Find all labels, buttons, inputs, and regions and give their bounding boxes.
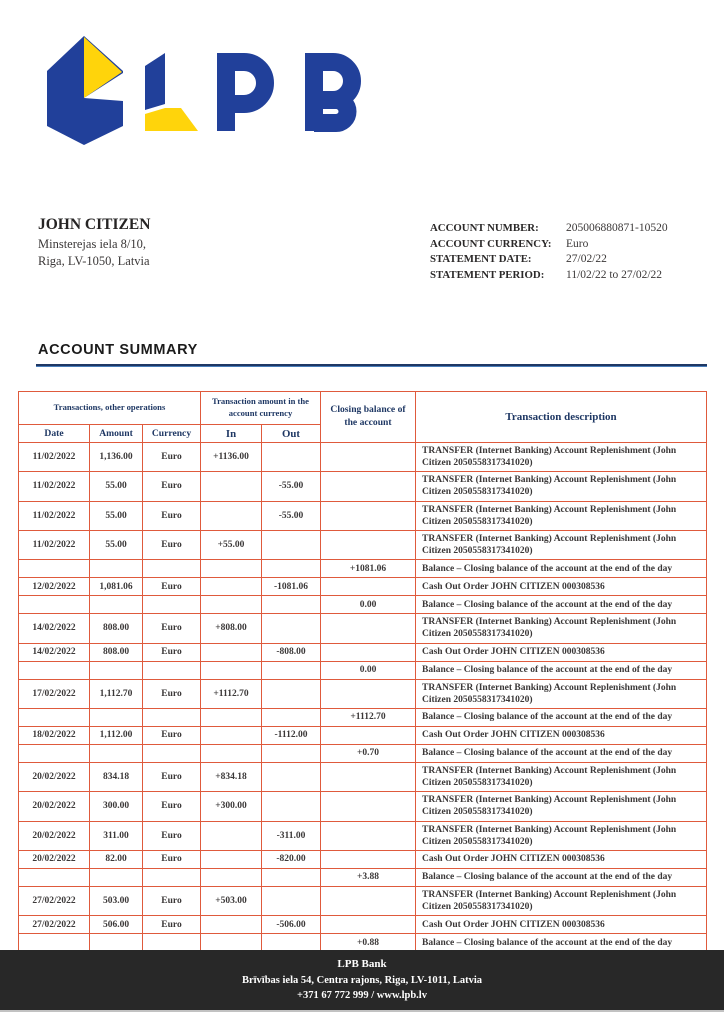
transaction-row xyxy=(19,643,707,661)
transaction-row xyxy=(19,614,707,643)
cell-out: -55.00 xyxy=(262,501,321,530)
cell-out xyxy=(262,679,321,708)
cell-desc: Balance – Closing balance of the account at the end of the day xyxy=(416,560,707,578)
account-number-value: 205006880871-10520 xyxy=(566,222,668,234)
cell-date: 14/02/2022 xyxy=(19,643,90,661)
cell-currency xyxy=(143,934,201,952)
cell-closing xyxy=(321,762,416,791)
cell-amount xyxy=(90,934,143,952)
cell-date: 12/02/2022 xyxy=(19,578,90,596)
cell-out: -1081.06 xyxy=(262,578,321,596)
cell-currency: Euro xyxy=(143,578,201,596)
cell-currency xyxy=(143,661,201,679)
cell-amount: 1,081.06 xyxy=(90,578,143,596)
transaction-row xyxy=(19,530,707,559)
cell-currency: Euro xyxy=(143,443,201,472)
cell-date xyxy=(19,708,90,726)
cell-in: +300.00 xyxy=(201,792,262,821)
cell-out xyxy=(262,744,321,762)
transaction-row xyxy=(19,472,707,501)
cell-currency: Euro xyxy=(143,530,201,559)
cell-closing: +1081.06 xyxy=(321,560,416,578)
cell-date: 20/02/2022 xyxy=(19,792,90,821)
cell-in xyxy=(201,850,262,868)
cell-currency xyxy=(143,708,201,726)
customer-address-line2: Riga, LV-1050, Latvia xyxy=(38,253,150,268)
footer-edge-line xyxy=(0,1010,724,1012)
cell-in: +808.00 xyxy=(201,614,262,643)
cell-amount: 808.00 xyxy=(90,614,143,643)
lpb-hexagon-icon xyxy=(47,36,123,145)
transaction-row xyxy=(19,679,707,708)
cell-desc: TRANSFER (Internet Banking) Account Replenishment (John Citizen 2050558317341020) xyxy=(416,472,707,501)
cell-amount xyxy=(90,744,143,762)
cell-in xyxy=(201,501,262,530)
cell-closing xyxy=(321,792,416,821)
cell-out: -506.00 xyxy=(262,916,321,934)
cell-date: 18/02/2022 xyxy=(19,726,90,744)
cell-in xyxy=(201,934,262,952)
cell-date xyxy=(19,560,90,578)
cell-out xyxy=(262,708,321,726)
cell-currency: Euro xyxy=(143,679,201,708)
cell-desc: Cash Out Order JOHN CITIZEN 000308536 xyxy=(416,578,707,596)
cell-closing: +1112.70 xyxy=(321,708,416,726)
cell-in: +55.00 xyxy=(201,530,262,559)
cell-closing: 0.00 xyxy=(321,661,416,679)
lpb-letters xyxy=(145,53,352,131)
footer-bank-name: LPB Bank xyxy=(337,958,387,970)
transaction-row xyxy=(19,821,707,850)
header-amount: Amount xyxy=(90,425,143,443)
cell-currency: Euro xyxy=(143,614,201,643)
header-currency: Currency xyxy=(143,425,201,443)
cell-out xyxy=(262,868,321,886)
cell-out xyxy=(262,934,321,952)
cell-out xyxy=(262,596,321,614)
cell-closing: +0.88 xyxy=(321,934,416,952)
cell-out xyxy=(262,443,321,472)
cell-date: 27/02/2022 xyxy=(19,886,90,915)
cell-out: -808.00 xyxy=(262,643,321,661)
cell-closing xyxy=(321,821,416,850)
cell-out xyxy=(262,792,321,821)
transaction-row xyxy=(19,443,707,472)
cell-closing: +0.70 xyxy=(321,744,416,762)
transaction-row xyxy=(19,886,707,915)
cell-amount: 1,136.00 xyxy=(90,443,143,472)
transaction-row xyxy=(19,762,707,791)
cell-currency: Euro xyxy=(143,643,201,661)
cell-date xyxy=(19,661,90,679)
cell-date: 20/02/2022 xyxy=(19,850,90,868)
cell-closing xyxy=(321,679,416,708)
account-number-label: ACCOUNT NUMBER: xyxy=(430,222,539,234)
transaction-row xyxy=(19,578,707,596)
cell-desc: Balance – Closing balance of the account at the end of the day xyxy=(416,596,707,614)
footer-bar xyxy=(0,950,724,1010)
customer-block xyxy=(38,216,150,269)
cell-closing xyxy=(321,443,416,472)
cell-amount xyxy=(90,661,143,679)
cell-desc: TRANSFER (Internet Banking) Account Replenishment (John Citizen 2050558317341020) xyxy=(416,443,707,472)
cell-currency: Euro xyxy=(143,762,201,791)
cell-closing xyxy=(321,501,416,530)
header-in: In xyxy=(201,425,262,443)
cell-currency xyxy=(143,744,201,762)
cell-closing xyxy=(321,850,416,868)
cell-currency: Euro xyxy=(143,472,201,501)
cell-in: +503.00 xyxy=(201,886,262,915)
cell-out: -311.00 xyxy=(262,821,321,850)
lpb-logo xyxy=(47,36,377,148)
cell-desc: Cash Out Order JOHN CITIZEN 000308536 xyxy=(416,916,707,934)
cell-amount: 300.00 xyxy=(90,792,143,821)
cell-in: +834.18 xyxy=(201,762,262,791)
cell-desc: TRANSFER (Internet Banking) Account Replenishment (John Citizen 2050558317341020) xyxy=(416,614,707,643)
cell-date: 11/02/2022 xyxy=(19,472,90,501)
cell-date xyxy=(19,744,90,762)
cell-closing xyxy=(321,614,416,643)
cell-amount xyxy=(90,560,143,578)
cell-date xyxy=(19,934,90,952)
transaction-row xyxy=(19,726,707,744)
cell-currency: Euro xyxy=(143,501,201,530)
cell-out xyxy=(262,530,321,559)
cell-currency: Euro xyxy=(143,916,201,934)
cell-in xyxy=(201,916,262,934)
header-closing-balance: Closing balance of the account xyxy=(321,392,416,443)
cell-amount: 834.18 xyxy=(90,762,143,791)
cell-closing xyxy=(321,578,416,596)
cell-out xyxy=(262,614,321,643)
account-info-block xyxy=(430,221,668,283)
transaction-row xyxy=(19,934,707,952)
transaction-row xyxy=(19,868,707,886)
cell-desc: Balance – Closing balance of the account at the end of the day xyxy=(416,868,707,886)
cell-currency: Euro xyxy=(143,792,201,821)
cell-out: -55.00 xyxy=(262,472,321,501)
cell-date xyxy=(19,868,90,886)
cell-closing xyxy=(321,643,416,661)
transaction-row xyxy=(19,916,707,934)
cell-date: 20/02/2022 xyxy=(19,762,90,791)
cell-amount: 55.00 xyxy=(90,530,143,559)
footer-phone-website: +371 67 772 999 / www.lpb.lv xyxy=(297,990,427,1001)
cell-in xyxy=(201,560,262,578)
cell-currency xyxy=(143,560,201,578)
cell-amount: 55.00 xyxy=(90,501,143,530)
cell-closing xyxy=(321,472,416,501)
header-group-transactions: Transactions, other operations xyxy=(19,392,201,425)
cell-amount: 1,112.70 xyxy=(90,679,143,708)
cell-desc: TRANSFER (Internet Banking) Account Replenishment (John Citizen 2050558317341020) xyxy=(416,530,707,559)
cell-in: +1136.00 xyxy=(201,443,262,472)
cell-in xyxy=(201,643,262,661)
cell-in xyxy=(201,726,262,744)
transaction-row xyxy=(19,708,707,726)
cell-date: 11/02/2022 xyxy=(19,443,90,472)
cell-closing xyxy=(321,916,416,934)
cell-currency: Euro xyxy=(143,850,201,868)
cell-amount xyxy=(90,868,143,886)
statement-period-label: STATEMENT PERIOD: xyxy=(430,268,545,281)
transaction-row xyxy=(19,792,707,821)
cell-desc: TRANSFER (Internet Banking) Account Replenishment (John Citizen 2050558317341020) xyxy=(416,762,707,791)
cell-out: -1112.00 xyxy=(262,726,321,744)
cell-date: 11/02/2022 xyxy=(19,530,90,559)
cell-currency xyxy=(143,596,201,614)
section-underline xyxy=(36,364,707,367)
cell-amount: 506.00 xyxy=(90,916,143,934)
cell-amount: 808.00 xyxy=(90,643,143,661)
cell-date: 17/02/2022 xyxy=(19,679,90,708)
account-currency-value: Euro xyxy=(566,237,589,250)
cell-desc: TRANSFER (Internet Banking) Account Replenishment (John Citizen 2050558317341020) xyxy=(416,792,707,821)
cell-in xyxy=(201,472,262,501)
transaction-row xyxy=(19,744,707,762)
cell-date: 11/02/2022 xyxy=(19,501,90,530)
cell-currency: Euro xyxy=(143,821,201,850)
transaction-row xyxy=(19,596,707,614)
cell-desc: Balance – Closing balance of the account at the end of the day xyxy=(416,708,707,726)
cell-out xyxy=(262,886,321,915)
cell-out xyxy=(262,762,321,791)
cell-in xyxy=(201,821,262,850)
cell-closing xyxy=(321,886,416,915)
cell-desc: Balance – Closing balance of the account at the end of the day xyxy=(416,934,707,952)
header-date: Date xyxy=(19,425,90,443)
section-title: ACCOUNT SUMMARY xyxy=(38,342,198,358)
header-group-amount: Transaction amount in the account currency xyxy=(201,392,321,425)
cell-closing xyxy=(321,726,416,744)
cell-desc: Cash Out Order JOHN CITIZEN 000308536 xyxy=(416,850,707,868)
transaction-row xyxy=(19,560,707,578)
cell-amount: 503.00 xyxy=(90,886,143,915)
header-transaction-description: Transaction description xyxy=(416,392,707,443)
cell-amount xyxy=(90,708,143,726)
cell-out xyxy=(262,661,321,679)
cell-desc: Balance – Closing balance of the account at the end of the day xyxy=(416,744,707,762)
cell-in xyxy=(201,744,262,762)
transactions-table xyxy=(18,391,707,952)
transaction-row xyxy=(19,850,707,868)
cell-out: -820.00 xyxy=(262,850,321,868)
cell-closing: 0.00 xyxy=(321,596,416,614)
cell-in xyxy=(201,578,262,596)
cell-closing: +3.88 xyxy=(321,868,416,886)
cell-amount: 82.00 xyxy=(90,850,143,868)
statement-date-label: STATEMENT DATE: xyxy=(430,253,532,266)
cell-closing xyxy=(321,530,416,559)
cell-date: 27/02/2022 xyxy=(19,916,90,934)
cell-currency: Euro xyxy=(143,726,201,744)
cell-date: 20/02/2022 xyxy=(19,821,90,850)
cell-currency xyxy=(143,868,201,886)
cell-in xyxy=(201,661,262,679)
cell-desc: TRANSFER (Internet Banking) Account Replenishment (John Citizen 2050558317341020) xyxy=(416,679,707,708)
cell-out xyxy=(262,560,321,578)
cell-date: 14/02/2022 xyxy=(19,614,90,643)
statement-date-value: 27/02/22 xyxy=(566,253,607,266)
footer-address: Brīvības iela 54, Centra rajons, Riga, LV-1011, Latvia xyxy=(241,974,483,986)
account-currency-label: ACCOUNT CURRENCY: xyxy=(430,237,552,250)
customer-address-line1: Minsterejas iela 8/10, xyxy=(38,237,146,251)
cell-amount: 311.00 xyxy=(90,821,143,850)
cell-in: +1112.70 xyxy=(201,679,262,708)
transactions-header xyxy=(19,392,707,443)
cell-date xyxy=(19,596,90,614)
transaction-row xyxy=(19,501,707,530)
cell-in xyxy=(201,596,262,614)
cell-in xyxy=(201,868,262,886)
cell-amount xyxy=(90,596,143,614)
cell-amount: 1,112.00 xyxy=(90,726,143,744)
cell-amount: 55.00 xyxy=(90,472,143,501)
cell-in xyxy=(201,708,262,726)
cell-currency: Euro xyxy=(143,886,201,915)
statement-period-value: 11/02/22 to 27/02/22 xyxy=(566,268,663,281)
cell-desc: Cash Out Order JOHN CITIZEN 000308536 xyxy=(416,643,707,661)
transaction-row xyxy=(19,661,707,679)
cell-desc: Cash Out Order JOHN CITIZEN 000308536 xyxy=(416,726,707,744)
transactions-body xyxy=(19,443,707,952)
cell-desc: TRANSFER (Internet Banking) Account Replenishment (John Citizen 2050558317341020) xyxy=(416,821,707,850)
cell-desc: TRANSFER (Internet Banking) Account Replenishment (John Citizen 2050558317341020) xyxy=(416,501,707,530)
cell-desc: Balance – Closing balance of the account at the end of the day xyxy=(416,661,707,679)
customer-name: JOHN CITIZEN xyxy=(38,216,151,233)
cell-desc: TRANSFER (Internet Banking) Account Replenishment (John Citizen 2050558317341020) xyxy=(416,886,707,915)
header-out: Out xyxy=(262,425,321,443)
